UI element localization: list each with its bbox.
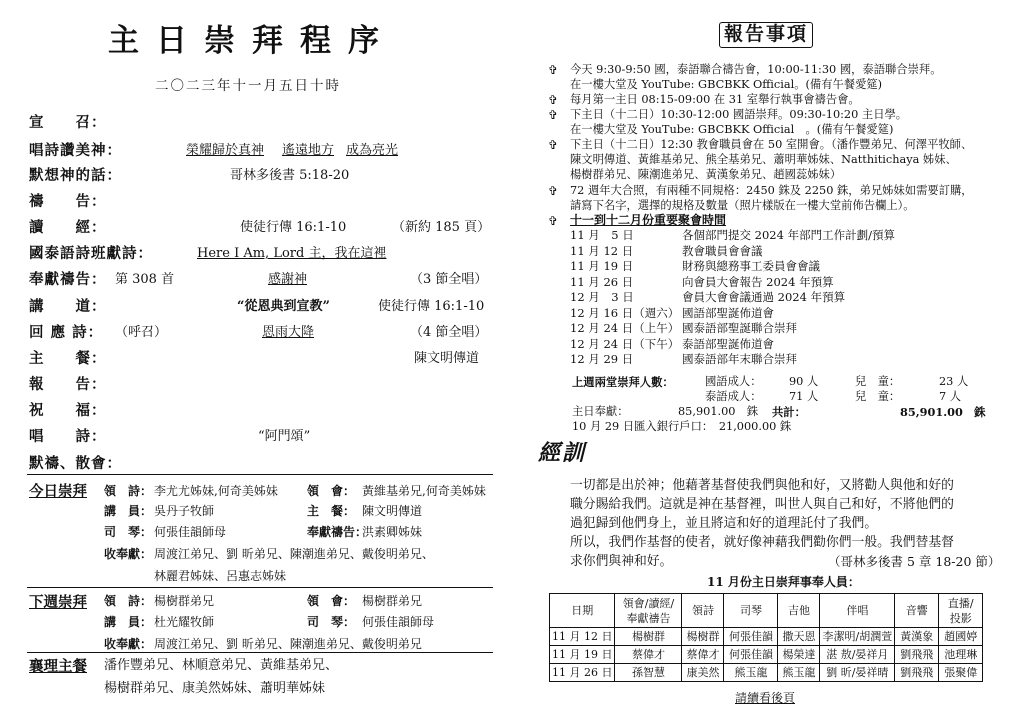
service-order-item: 遙遠地方: [282, 143, 335, 158]
service-order-label: 祝 福：: [29, 402, 107, 419]
service-date: 二〇二三年十一月五日十時: [155, 78, 341, 94]
service-order-label: 默禱、散會：: [29, 455, 122, 472]
role-name: 周渡江弟兄、劉 昕弟兄、陳潮進弟兄、戴俊明弟兄: [154, 637, 422, 651]
announcements-page: [512, 0, 1024, 724]
schedule-event: 教會職員會會議: [682, 243, 763, 258]
role-name: 李尤尤姊妹,何奇美姊妹: [154, 484, 278, 498]
duty-roster-title: 11 月份主日崇拜事奉人員：: [707, 575, 860, 589]
role-label: 司 琴：: [307, 615, 356, 629]
cross-bullet-icon: ✞: [548, 93, 559, 107]
duty-column-header: 伴唱: [820, 594, 895, 628]
service-order-item: 感謝神: [268, 272, 308, 287]
role-name: 何張佳韻師母: [362, 615, 435, 629]
service-order-item: （新約 185 頁）: [392, 220, 491, 235]
duty-column-header: 日期: [550, 594, 615, 628]
role-label: 收奉獻：: [104, 637, 153, 651]
schedule-event: 國泰語部年末聯合崇拜: [682, 352, 797, 366]
verse-line: 求你們與神和好。: [570, 554, 673, 569]
cross-bullet-icon: ✞: [548, 138, 559, 152]
role-name: 林麗君姊妹、呂惠志姊妹: [154, 569, 287, 583]
duty-cell: 康美然: [682, 664, 724, 682]
duty-column-header: 直播/ 投影: [939, 594, 983, 628]
role-label: 領 詩：: [104, 484, 153, 498]
page-title: 主日崇拜程序: [108, 23, 396, 59]
service-order-item: （呼召）: [115, 325, 168, 340]
service-order-label: 宣 召：: [29, 114, 107, 131]
table-row: [550, 628, 983, 646]
role-name: 楊樹群弟兄: [362, 594, 423, 608]
duty-column-header: 音響: [895, 594, 939, 628]
service-order-label: 回 應 詩：: [29, 324, 104, 341]
duty-cell: 蔡偉才: [682, 646, 724, 664]
verse-line: 一切都是出於神；他藉著基督使我們與他和好，又將勸人與他和好的: [570, 478, 954, 493]
duty-cell: 楊榮達: [778, 646, 820, 664]
announcement-line: 在一樓大堂及 YouTube: GBCBKK Official。(備有午餐愛筵): [570, 78, 883, 91]
duty-cell: 蔡偉才: [615, 646, 682, 664]
schedule-date: 11 月 26 日: [570, 274, 634, 289]
role-name: 洪素卿姊妹: [362, 525, 423, 539]
attendance-value: 7 人: [939, 390, 962, 403]
cross-bullet-icon: ✞: [548, 108, 559, 122]
role-name: 陳文明傳道: [362, 504, 423, 518]
duty-cell: 楊樹群: [615, 628, 682, 646]
table-row: [550, 646, 983, 664]
verse-reference: （哥林多後書 5 章 18-20 節）: [828, 554, 1001, 569]
attendance-value: 71 人: [789, 390, 819, 403]
divider: [27, 474, 493, 475]
announcement-line: 請寫下名字，選擇的規格及數量（照片樣版在一樓大堂前佈告欄上）。: [570, 199, 915, 212]
attendance-value: 23 人: [939, 375, 969, 388]
service-order-item: 成為亮光: [346, 143, 399, 158]
role-name: 杜光耀牧師: [154, 615, 215, 629]
announcement-line: 72 週年大合照，有兩種不同規格：2450 銖及 2250 銖，弟兄姊妹如需要訂購，: [570, 184, 973, 197]
duty-cell: 何張佳韻: [724, 646, 778, 664]
service-order-item: （4 節全唱）: [410, 325, 488, 340]
role-name: 何張佳韻師母: [154, 525, 227, 539]
duty-cell: 何張佳韻: [724, 628, 778, 646]
duty-roster-table: [549, 593, 983, 682]
schedule-date: 12 月 29 日: [570, 352, 634, 366]
next-service-heading: 下週崇拜: [29, 594, 87, 611]
service-order-item: “從恩典到宣教”: [237, 299, 330, 314]
announcement-line: 在一樓大堂及 YouTube: GBCBKK Official 。(備有午餐愛筵): [570, 123, 894, 136]
offering-value: 85,901.00 銖: [678, 405, 759, 418]
duty-cell: 湛 敖/晏祥月: [820, 646, 895, 664]
duty-cell: 11 月 26 日: [550, 664, 615, 682]
schedule-event: 財務與總務事工委員會會議: [682, 259, 820, 273]
schedule-date: 12 月 3 日: [570, 290, 634, 304]
duty-cell: 李潔明/胡潤萱: [820, 628, 895, 646]
role-name: 周渡江弟兄、劉 昕弟兄、陳潮進弟兄、戴俊明弟兄、: [154, 547, 434, 561]
service-order-item: Here I Am, Lord 主，我在這裡: [197, 246, 387, 261]
attendance-label: 兒 童：: [855, 375, 901, 388]
role-label: 奉獻禱告：: [307, 525, 368, 539]
divider: [27, 652, 493, 653]
duty-cell: 熊玉龍: [778, 664, 820, 682]
role-label: 領 會：: [307, 594, 356, 608]
attendance-value: 90 人: [789, 375, 819, 388]
today-service-heading: 今日崇拜: [29, 483, 87, 500]
attendance-label: 泰語成人：: [705, 390, 762, 403]
announcement-line: 今天 9:30-9:50 國，泰語聯合禱告會，10:00-11:30 國，泰語聯合崇拜。: [570, 63, 942, 76]
attendance-label: 國語成人：: [705, 375, 762, 388]
announcement-line: 楊樹群弟兄、陳潮進弟兄、黃漢象弟兄、趙國蕊姊妹）: [570, 168, 842, 181]
communion-assistants-line-1: 潘作豐弟兄、林順意弟兄、黃維基弟兄、: [104, 658, 339, 673]
duty-column-header: 領會/讀經/ 奉獻禱告: [615, 594, 682, 628]
schedule-date: 12 月 16 日（週六）: [570, 305, 680, 320]
duty-cell: 孫智慧: [615, 664, 682, 682]
total-value: 85,901.00 銖: [900, 405, 986, 419]
service-order-item: 第 308 首: [115, 272, 175, 287]
divider: [27, 587, 493, 588]
duty-cell: 劉飛飛: [895, 664, 939, 682]
duty-column-header: 吉他: [778, 594, 820, 628]
role-label: 講 員：: [104, 615, 153, 629]
service-order-item: 使徒行傳 16:1-10: [240, 220, 347, 235]
cross-bullet-icon: ✞: [548, 214, 559, 228]
duty-cell: 11 月 12 日: [550, 628, 615, 646]
verse-line: 所以，我們作基督的使者，就好像神藉我們勸你們一般。我們替基督: [570, 535, 954, 550]
bank-deposit: 10 月 29 日匯入銀行戶口： 21,000.00 銖: [572, 420, 792, 433]
duty-cell: 劉飛飛: [895, 646, 939, 664]
service-order-label: 默想神的話：: [29, 167, 122, 184]
service-order-item: （3 節全唱）: [410, 272, 488, 287]
schedule-date: 11 月 12 日: [570, 243, 634, 258]
communion-assistants-heading: 襄理主餐: [29, 658, 87, 675]
service-order-label: 禱 告：: [29, 193, 107, 210]
announcements-title: 報告事項: [719, 22, 813, 48]
schedule-event: 國泰語部聖誕聯合崇拜: [682, 321, 797, 335]
service-order-label: 報 告：: [29, 376, 107, 393]
duty-column-header: 司琴: [724, 594, 778, 628]
attendance-label: 兒 童：: [855, 390, 901, 403]
verse-title: 經訓: [538, 440, 587, 466]
service-order-item: 陳文明傳道: [414, 351, 480, 366]
service-order-item: 哥林多後書 5:18-20: [230, 168, 350, 183]
duty-cell: 楊樹群: [682, 628, 724, 646]
role-name: 黃維基弟兄,何奇美姊妹: [362, 484, 486, 498]
schedule-event: 泰語部聖誕佈道會: [682, 336, 774, 351]
schedule-date: 11 月 19 日: [570, 259, 634, 273]
service-order-item: 榮耀歸於真神: [186, 143, 265, 158]
duty-cell: 趙國婷: [939, 628, 983, 646]
duty-cell: 撒天恩: [778, 628, 820, 646]
continue-next-page: 請續看後頁: [735, 691, 796, 705]
verse-line: 職分賜給我們。這就是神在基督裡，叫世人與自己和好，不將他們的: [570, 497, 954, 512]
duty-cell: 熊玉龍: [724, 664, 778, 682]
communion-assistants-line-2: 楊樹群弟兄、康美然姊妹、蕭明華姊妹: [104, 681, 326, 696]
announcement-line: 陳文明傳道、黃維基弟兄、熊全基弟兄、蕭明華姊妹、Natthitichaya 姊妹、: [570, 153, 957, 166]
service-order-item: 恩雨大降: [262, 325, 315, 340]
announcement-line: 下主日（十二日）10:30-12:00 國語崇拜。09:30-10:20 主日學。: [570, 108, 908, 121]
service-order-label: 唱 詩：: [29, 428, 107, 445]
service-order-item: “阿門頌”: [258, 429, 311, 444]
role-label: 領 會：: [307, 484, 356, 498]
role-label: 收奉獻：: [104, 547, 153, 561]
service-order-label: 讀 經：: [29, 219, 107, 236]
service-order-label: 國泰語詩班獻詩：: [29, 245, 153, 262]
duty-cell: 黃漢象: [895, 628, 939, 646]
announcement-line: 每月第一主日 08:15-09:00 在 31 室舉行執事會禱告會。: [570, 93, 860, 106]
duty-column-header: 領詩: [682, 594, 724, 628]
schedule-event: 國語部聖誕佈道會: [682, 305, 774, 320]
schedule-date: 11 月 5 日: [570, 228, 634, 242]
service-order-item: 使徒行傳 16:1-10: [378, 299, 485, 314]
cross-bullet-icon: ✞: [548, 184, 559, 198]
total-label: 共計：: [772, 405, 806, 419]
service-order-label: 主 餐：: [29, 350, 107, 367]
schedule-date: 12 月 24 日（上午）: [570, 321, 680, 335]
service-order-label: 唱詩讚美神：: [29, 142, 122, 159]
schedule-heading: 十一到十二月份重要聚會時間: [570, 213, 727, 227]
offering-label: 主日奉獻：: [572, 405, 629, 418]
service-order-label: 講 道：: [29, 298, 107, 315]
role-label: 司 琴：: [104, 525, 153, 539]
table-row: [550, 664, 983, 682]
schedule-date: 12 月 24 日（下午）: [570, 336, 680, 351]
verse-line: 過犯歸到他們身上，並且將這和好的道理託付了我們。: [570, 516, 878, 531]
role-label: 領 詩：: [104, 594, 153, 608]
role-label: 主 餐：: [307, 504, 356, 518]
duty-cell: 張聚偉: [939, 664, 983, 682]
announcement-line: 下主日（十二日）12:30 教會職員會在 50 室開會。（潘作豐弟兄、何澤平牧師、: [570, 138, 973, 151]
service-order-label: 奉獻禱告：: [29, 271, 107, 288]
cross-bullet-icon: ✞: [548, 63, 559, 77]
role-name: 吳丹子牧師: [154, 504, 215, 518]
role-name: 楊樹群弟兄: [154, 594, 215, 608]
attendance-heading: 上週兩堂崇拜人數：: [572, 375, 674, 389]
schedule-event: 向會員大會報告 2024 年預算: [682, 274, 834, 289]
role-label: 講 員：: [104, 504, 153, 518]
schedule-event: 會員大會會議通過 2024 年預算: [682, 290, 846, 304]
duty-cell: 池理琳: [939, 646, 983, 664]
duty-cell: 劉 昕/晏祥晴: [820, 664, 895, 682]
duty-cell: 11 月 19 日: [550, 646, 615, 664]
schedule-event: 各個部門提交 2024 年部門工作計劃/預算: [682, 228, 895, 242]
